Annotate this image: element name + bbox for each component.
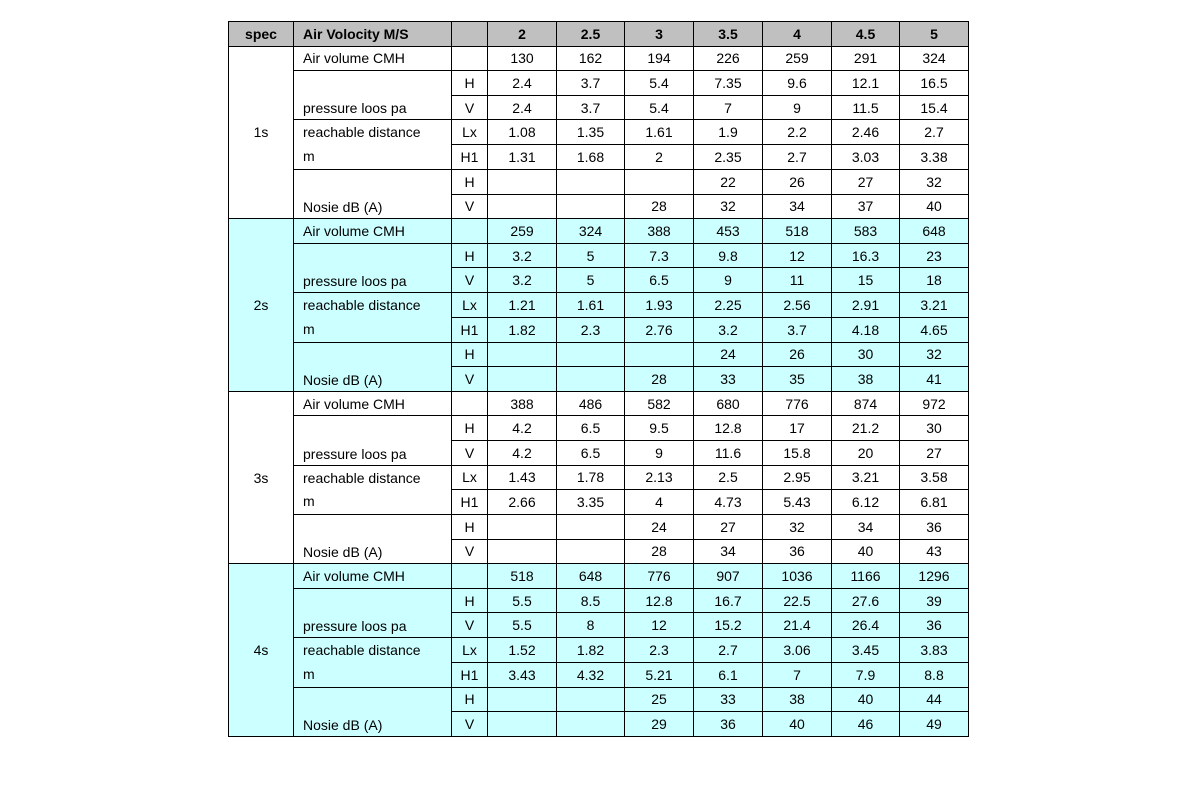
table-row [229, 292, 969, 317]
value-cell: 9.5 [625, 416, 694, 441]
value-cell [557, 515, 625, 540]
value-cell: 22.5 [763, 588, 832, 613]
value-cell: 26 [763, 169, 832, 194]
value-cell [625, 342, 694, 367]
value-cell: 27.6 [832, 588, 900, 613]
sub-label-cell: H [452, 515, 488, 540]
table-row [229, 638, 969, 663]
value-cell: 7 [763, 662, 832, 687]
value-cell: 30 [900, 416, 969, 441]
value-cell [557, 539, 625, 564]
value-cell: 2.46 [832, 120, 900, 145]
value-cell [557, 194, 625, 219]
spec-cell: 4s [229, 564, 294, 737]
reachable-distance-line2: m [303, 665, 315, 682]
value-cell: 1.61 [557, 292, 625, 317]
value-cell: 23 [900, 243, 969, 268]
value-cell: 49 [900, 712, 969, 737]
table-row [229, 416, 969, 441]
value-cell: 259 [763, 46, 832, 71]
value-cell [557, 342, 625, 367]
value-cell: 3.35 [557, 490, 625, 515]
sub-label-cell: H [452, 243, 488, 268]
table-row [229, 46, 969, 71]
value-cell: 324 [557, 219, 625, 244]
row-label-noise: Nosie dB (A) [294, 342, 452, 391]
value-cell: 3.03 [832, 145, 900, 170]
sub-label-cell: H1 [452, 317, 488, 342]
sub-label-cell: V [452, 95, 488, 120]
value-cell: 5.4 [625, 71, 694, 96]
sub-label-cell: H1 [452, 490, 488, 515]
header-velocity-value: 4.5 [832, 22, 900, 47]
value-cell: 34 [763, 194, 832, 219]
value-cell: 4 [625, 490, 694, 515]
value-cell: 44 [900, 687, 969, 712]
value-cell: 1.35 [557, 120, 625, 145]
value-cell: 2.76 [625, 317, 694, 342]
value-cell: 2.7 [694, 638, 763, 663]
value-cell: 453 [694, 219, 763, 244]
value-cell: 9.8 [694, 243, 763, 268]
value-cell: 2.35 [694, 145, 763, 170]
value-cell: 37 [832, 194, 900, 219]
value-cell: 1.31 [488, 145, 557, 170]
value-cell: 27 [694, 515, 763, 540]
value-cell: 39 [900, 588, 969, 613]
value-cell: 518 [763, 219, 832, 244]
value-cell: 11.5 [832, 95, 900, 120]
value-cell: 4.18 [832, 317, 900, 342]
row-label-air-volume: Air volume CMH [294, 391, 452, 416]
header-blank [452, 22, 488, 47]
value-cell: 17 [763, 416, 832, 441]
row-label-air-volume: Air volume CMH [294, 564, 452, 589]
table-row [229, 71, 969, 96]
value-cell [488, 712, 557, 737]
value-cell: 3.2 [488, 243, 557, 268]
row-label-air-volume: Air volume CMH [294, 219, 452, 244]
value-cell [625, 169, 694, 194]
value-cell: 12 [763, 243, 832, 268]
value-cell: 1.93 [625, 292, 694, 317]
sub-label-cell: H [452, 169, 488, 194]
value-cell: 15 [832, 268, 900, 293]
value-cell: 5.4 [625, 95, 694, 120]
table-row [229, 588, 969, 613]
header-velocity-value: 2 [488, 22, 557, 47]
sub-label-cell [452, 219, 488, 244]
value-cell: 291 [832, 46, 900, 71]
value-cell: 5 [557, 268, 625, 293]
value-cell: 1.21 [488, 292, 557, 317]
value-cell: 1.82 [557, 638, 625, 663]
spec-cell: 3s [229, 391, 294, 564]
value-cell: 2 [625, 145, 694, 170]
value-cell: 518 [488, 564, 557, 589]
sub-label-cell: Lx [452, 638, 488, 663]
sub-label-cell [452, 391, 488, 416]
row-label-air-volume: Air volume CMH [294, 46, 452, 71]
value-cell: 1.68 [557, 145, 625, 170]
value-cell [488, 539, 557, 564]
value-cell: 41 [900, 367, 969, 392]
value-cell: 16.7 [694, 588, 763, 613]
reachable-distance-line2: m [303, 493, 315, 510]
table-row [229, 243, 969, 268]
value-cell: 1.61 [625, 120, 694, 145]
value-cell: 1.9 [694, 120, 763, 145]
value-cell: 2.66 [488, 490, 557, 515]
sub-label-cell: H [452, 416, 488, 441]
value-cell [488, 367, 557, 392]
table-row [229, 687, 969, 712]
value-cell: 583 [832, 219, 900, 244]
value-cell: 1.43 [488, 465, 557, 490]
value-cell: 15.4 [900, 95, 969, 120]
table-row [229, 342, 969, 367]
value-cell: 25 [625, 687, 694, 712]
sub-label-cell: Lx [452, 465, 488, 490]
value-cell: 40 [832, 687, 900, 712]
reachable-distance-line1: reachable distance [303, 124, 421, 141]
value-cell: 28 [625, 194, 694, 219]
value-cell: 35 [763, 367, 832, 392]
value-cell: 43 [900, 539, 969, 564]
row-label-pressure: pressure loos pa [294, 416, 452, 465]
value-cell: 3.2 [694, 317, 763, 342]
value-cell: 9 [694, 268, 763, 293]
value-cell [557, 169, 625, 194]
sub-label-cell [452, 46, 488, 71]
value-cell [488, 194, 557, 219]
value-cell: 2.3 [557, 317, 625, 342]
value-cell: 32 [900, 169, 969, 194]
value-cell: 2.7 [763, 145, 832, 170]
row-label-pressure: pressure loos pa [294, 588, 452, 637]
value-cell: 26 [763, 342, 832, 367]
header-velocity-value: 5 [900, 22, 969, 47]
value-cell: 36 [694, 712, 763, 737]
value-cell: 12 [625, 613, 694, 638]
value-cell: 5.43 [763, 490, 832, 515]
sub-label-cell: H [452, 342, 488, 367]
row-label-reachable-distance [294, 465, 452, 515]
reachable-distance-line2: m [303, 147, 315, 164]
value-cell: 7 [694, 95, 763, 120]
spec-cell: 2s [229, 219, 294, 392]
value-cell: 38 [832, 367, 900, 392]
value-cell: 2.3 [625, 638, 694, 663]
value-cell: 16.5 [900, 71, 969, 96]
value-cell: 972 [900, 391, 969, 416]
value-cell [557, 367, 625, 392]
value-cell: 27 [832, 169, 900, 194]
value-cell: 1.08 [488, 120, 557, 145]
value-cell: 12.8 [694, 416, 763, 441]
value-cell: 28 [625, 367, 694, 392]
row-label-noise: Nosie dB (A) [294, 169, 452, 218]
reachable-distance-line1: reachable distance [303, 642, 421, 659]
value-cell: 1.52 [488, 638, 557, 663]
spec-cell: 1s [229, 46, 294, 219]
value-cell [488, 515, 557, 540]
sub-label-cell: H1 [452, 662, 488, 687]
value-cell: 29 [625, 712, 694, 737]
value-cell: 2.95 [763, 465, 832, 490]
value-cell: 2.2 [763, 120, 832, 145]
value-cell: 34 [832, 515, 900, 540]
value-cell [488, 169, 557, 194]
value-cell: 3.83 [900, 638, 969, 663]
value-cell: 7.35 [694, 71, 763, 96]
sub-label-cell: H [452, 71, 488, 96]
value-cell: 11.6 [694, 440, 763, 465]
value-cell: 8.5 [557, 588, 625, 613]
value-cell: 648 [900, 219, 969, 244]
value-cell: 36 [763, 539, 832, 564]
value-cell: 9.6 [763, 71, 832, 96]
value-cell: 21.2 [832, 416, 900, 441]
value-cell: 34 [694, 539, 763, 564]
value-cell: 3.45 [832, 638, 900, 663]
value-cell: 8.8 [900, 662, 969, 687]
value-cell: 22 [694, 169, 763, 194]
value-cell: 324 [900, 46, 969, 71]
value-cell: 5.5 [488, 613, 557, 638]
header-velocity: Air Volocity M/S [294, 22, 452, 47]
value-cell: 18 [900, 268, 969, 293]
value-cell: 3.7 [763, 317, 832, 342]
value-cell: 20 [832, 440, 900, 465]
value-cell: 38 [763, 687, 832, 712]
value-cell: 16.3 [832, 243, 900, 268]
table-row [229, 120, 969, 145]
value-cell: 388 [488, 391, 557, 416]
sub-label-cell: V [452, 539, 488, 564]
header-velocity-value: 3 [625, 22, 694, 47]
value-cell: 33 [694, 367, 763, 392]
value-cell: 26.4 [832, 613, 900, 638]
value-cell: 2.4 [488, 95, 557, 120]
value-cell: 24 [694, 342, 763, 367]
value-cell: 3.58 [900, 465, 969, 490]
value-cell: 130 [488, 46, 557, 71]
value-cell: 12.1 [832, 71, 900, 96]
header-velocity-value: 2.5 [557, 22, 625, 47]
sub-label-cell: H1 [452, 145, 488, 170]
value-cell: 1.78 [557, 465, 625, 490]
value-cell: 40 [900, 194, 969, 219]
value-cell: 6.12 [832, 490, 900, 515]
reachable-distance-line1: reachable distance [303, 469, 421, 486]
sub-label-cell: Lx [452, 120, 488, 145]
sub-label-cell: V [452, 440, 488, 465]
value-cell: 388 [625, 219, 694, 244]
value-cell: 194 [625, 46, 694, 71]
value-cell: 4.2 [488, 416, 557, 441]
value-cell: 11 [763, 268, 832, 293]
value-cell: 648 [557, 564, 625, 589]
value-cell: 21.4 [763, 613, 832, 638]
sub-label-cell: V [452, 268, 488, 293]
value-cell: 1166 [832, 564, 900, 589]
value-cell: 582 [625, 391, 694, 416]
row-label-reachable-distance [294, 292, 452, 342]
sub-label-cell: V [452, 194, 488, 219]
value-cell: 6.5 [557, 416, 625, 441]
row-label-reachable-distance [294, 120, 452, 170]
value-cell: 28 [625, 539, 694, 564]
value-cell: 5.21 [625, 662, 694, 687]
value-cell: 4.73 [694, 490, 763, 515]
value-cell: 874 [832, 391, 900, 416]
header-velocity-value: 3.5 [694, 22, 763, 47]
value-cell: 1.82 [488, 317, 557, 342]
value-cell: 776 [625, 564, 694, 589]
value-cell: 2.25 [694, 292, 763, 317]
value-cell: 2.4 [488, 71, 557, 96]
value-cell: 6.5 [625, 268, 694, 293]
value-cell [488, 687, 557, 712]
value-cell: 3.21 [832, 465, 900, 490]
sub-label-cell [452, 564, 488, 589]
value-cell [488, 342, 557, 367]
value-cell: 12.8 [625, 588, 694, 613]
value-cell: 1036 [763, 564, 832, 589]
sub-label-cell: H [452, 687, 488, 712]
table-row [229, 391, 969, 416]
row-label-pressure: pressure loos pa [294, 71, 452, 120]
value-cell [557, 712, 625, 737]
value-cell: 32 [763, 515, 832, 540]
value-cell: 162 [557, 46, 625, 71]
value-cell: 4.32 [557, 662, 625, 687]
row-label-noise: Nosie dB (A) [294, 687, 452, 736]
value-cell: 907 [694, 564, 763, 589]
sub-label-cell: V [452, 613, 488, 638]
value-cell: 36 [900, 515, 969, 540]
value-cell: 776 [763, 391, 832, 416]
value-cell: 259 [488, 219, 557, 244]
value-cell: 5.5 [488, 588, 557, 613]
value-cell: 36 [900, 613, 969, 638]
table-row [229, 465, 969, 490]
value-cell: 3.21 [900, 292, 969, 317]
value-cell: 3.06 [763, 638, 832, 663]
value-cell: 3.7 [557, 71, 625, 96]
value-cell: 40 [763, 712, 832, 737]
value-cell: 2.91 [832, 292, 900, 317]
value-cell: 2.56 [763, 292, 832, 317]
reachable-distance-line2: m [303, 320, 315, 337]
value-cell: 8 [557, 613, 625, 638]
value-cell: 3.38 [900, 145, 969, 170]
value-cell: 30 [832, 342, 900, 367]
value-cell: 6.5 [557, 440, 625, 465]
sub-label-cell: V [452, 712, 488, 737]
row-label-noise: Nosie dB (A) [294, 515, 452, 564]
header-spec: spec [229, 22, 294, 47]
header-row [229, 22, 969, 47]
value-cell: 9 [763, 95, 832, 120]
value-cell: 46 [832, 712, 900, 737]
row-label-pressure: pressure loos pa [294, 243, 452, 292]
value-cell: 4.2 [488, 440, 557, 465]
table-row [229, 564, 969, 589]
value-cell: 9 [625, 440, 694, 465]
row-label-reachable-distance [294, 638, 452, 688]
table-row [229, 219, 969, 244]
value-cell: 7.3 [625, 243, 694, 268]
value-cell [557, 687, 625, 712]
value-cell: 680 [694, 391, 763, 416]
value-cell: 32 [694, 194, 763, 219]
value-cell: 1296 [900, 564, 969, 589]
value-cell: 15.2 [694, 613, 763, 638]
value-cell: 6.81 [900, 490, 969, 515]
table-row [229, 169, 969, 194]
value-cell: 3.2 [488, 268, 557, 293]
value-cell: 32 [900, 342, 969, 367]
sub-label-cell: H [452, 588, 488, 613]
value-cell: 24 [625, 515, 694, 540]
value-cell: 486 [557, 391, 625, 416]
value-cell: 4.65 [900, 317, 969, 342]
value-cell: 2.5 [694, 465, 763, 490]
value-cell: 5 [557, 243, 625, 268]
header-velocity-value: 4 [763, 22, 832, 47]
value-cell: 7.9 [832, 662, 900, 687]
value-cell: 6.1 [694, 662, 763, 687]
value-cell: 2.7 [900, 120, 969, 145]
spec-table [228, 21, 969, 737]
value-cell: 15.8 [763, 440, 832, 465]
value-cell: 40 [832, 539, 900, 564]
value-cell: 27 [900, 440, 969, 465]
value-cell: 33 [694, 687, 763, 712]
value-cell: 226 [694, 46, 763, 71]
reachable-distance-line1: reachable distance [303, 296, 421, 313]
sub-label-cell: V [452, 367, 488, 392]
table-body [229, 46, 969, 736]
value-cell: 3.7 [557, 95, 625, 120]
value-cell: 2.13 [625, 465, 694, 490]
value-cell: 3.43 [488, 662, 557, 687]
table-row [229, 515, 969, 540]
sub-label-cell: Lx [452, 292, 488, 317]
